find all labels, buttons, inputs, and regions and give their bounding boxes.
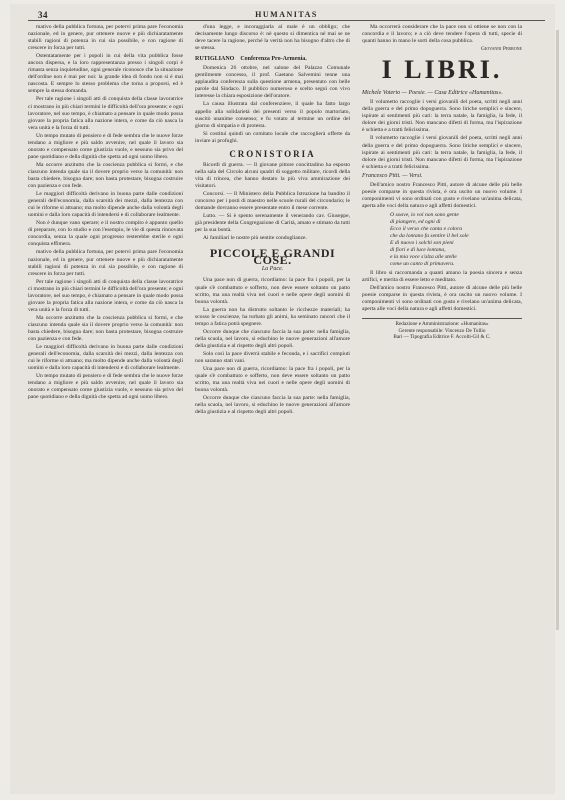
imprint xyxy=(362,318,522,341)
paragraph: Solo così la pace diverrà stabile e feconda, e i sacrifici compiuti non saranno stati vani. xyxy=(195,350,350,364)
poem-line: e la mia voce s'alza alle stelle xyxy=(390,253,457,260)
section-title-cronistoria: CRONISTORIA xyxy=(229,148,316,159)
paragraph: Per tale ragione i singoli atti di conquista della classe lavoratrice ci mostrano in più chiari termini le difficoltà dell'ora presente; e ogni lavoratore, nel suo tempo, è chiamato a pensare in quale modo possa giovare la propria fatica alla nazione intera, e come da ciò nasca la vera unità e la forza di tutti. xyxy=(28,96,183,131)
imprint-line: Gerente responsabile: Vincenzo De Tullio xyxy=(398,327,486,334)
paragraph: Ricordi di guerra. — Il giovane pittore concittadino ha esposto nella sala del Circolo alcuni quadri di soggetto militare, ricordi della vita di trincea, che hanno destato la più viva ammirazione dei visitatori. xyxy=(195,161,350,189)
article-subtitle: La Pace. xyxy=(261,266,284,273)
paragraph: Il libro si raccomanda a quanti amano la poesia sincera e senza artifici, e merita di essere letto e meditato. xyxy=(362,269,522,283)
paragraph: d'una legge, e incoraggiarla al male è un obbligo; che decisamente lungo discorso è: nè questo si dimentica né mai se ne deve tacere la ragione, perché la verità non ha bisogno d'altro che di se stessa. xyxy=(195,24,350,52)
paragraph: Dell'amico nostro Francesco Pitti, autore di alcune delle più belle poesie comparse in questa rivista, è ora uscito un nuovo volume. I componimenti vi sono ordinati con gusto e rivelano un'anima delicata, aperta alle voci della natura e agli affetti domestici. xyxy=(362,285,522,313)
paragraph: Dell'amico nostro Francesco Pitti, autore di alcune delle più belle poesie comparse in questa rivista, è ora uscito un nuovo volume. I componimenti vi sono ordinati con gusto e rivelano un'anima delicata, aperta alle voci della natura e agli affetti domestici. xyxy=(362,181,522,209)
article-title: PICCOLE E GRANDI COSE. xyxy=(209,246,336,268)
journal-title: HUMANITAS xyxy=(255,10,318,19)
paragraph: Ma occorre anzitutto che la coscienza pubblica si formi, e che ciascuno intenda quale sia il dovere proprio verso la comunità: non basta chiedere, bisogna dare; non basta protestare, bisogna costruire con pazienza e con fede. xyxy=(28,161,183,190)
rubric-place: RUTIGLIANO xyxy=(195,56,235,63)
paragraph: Domenica 26 ottobre, nel salone del Palazzo Comunale gentilmente concesso, il prof. Gaetano Salvemini tenne una applaudita conferenza sulla questione armena, presentato con belle parole dal Sindaco. Il pubblico numeroso e scelto seguì con vivo interesse la chiara esposizione dell'oratore. xyxy=(195,65,350,100)
paragraph: Lutto. — Si è spento serenamente il venerando cav. Giuseppe, già presidente della Congregazione di Carità, amato e stimato da tutti per la sua bontà. xyxy=(195,213,350,234)
paragraph: Concorsi. — Il Ministero della Pubblica Istruzione ha bandito il concorso per i posti di maestro nelle scuole rurali del circondario; le domande dovranno essere presentate entro il mese corrente. xyxy=(195,190,350,212)
imprint-line: Redazione e Amministrazione: «Humanitas» xyxy=(395,321,489,328)
header-rule xyxy=(28,20,545,21)
paragraph: mativo della pubblica fortuna, per potervi prima pare l'economia nazionale, ed in genere, pur ottenere nuove e più dichiaratamente stabili ragioni di potenza in cui sia possibile, e con ragione di crescere in forza per tutti. xyxy=(28,249,183,277)
paragraph: mativo della pubblica fortuna, per potervi prima pare l'economia nazionale, ed in genere, pur ottenere nuove e più dichiaratamente stabili ragioni di potenza in cui sia possibile, e con ragione di crescere in forza per tutti. xyxy=(28,24,183,52)
paragraph: Occorre dunque che ciascuno faccia la sua parte: nella famiglia, nella scuola, nel lavoro, si educhino le nuove generazioni all'amore della giustizia e al rispetto degli altri popoli. xyxy=(195,328,350,349)
paragraph: Il volumetto raccoglie i versi giovanili del poeta, scritti negli anni della guerra e del primo dopoguerra. Sono liriche semplici e sincere, ispirate ai sentimenti più cari: la terra natale, la famiglia, la fede, il dolore dei giorni tristi. Non mancano difetti di forma, ma l'ispirazione è schietta e a tratti felicissima. xyxy=(362,99,522,134)
poem-line: che da lontano fa sentire il bel sole xyxy=(390,232,469,239)
paragraph: Ma occorre anzitutto che la coscienza pubblica si formi, e che ciascuno intenda quale sia il dovere proprio verso la comunità: non basta chiedere, bisogna dare; non basta protestare, bisogna costruire con pazienza e con fede. xyxy=(28,314,183,343)
poem-line: Ecco il verso che canta e colora xyxy=(390,225,463,232)
poem xyxy=(362,212,522,268)
poem-line: E di nuovo i solchi son pieni xyxy=(390,239,454,246)
page-number: 34 xyxy=(38,10,48,20)
rubric-heading xyxy=(195,56,350,63)
paragraph: Un tempo mutato di pensiero e di fede sembra che le nuove forze tendano a migliore e più saldo avvenire, nel quale il lavoro sia onorato e compensato come giustizia vuole, e nessuno sia privo del pane quotidiano e della dignità che spetta ad ogni uomo libero. xyxy=(28,373,183,401)
column-middle xyxy=(195,24,350,764)
paragraph: Per tale ragione i singoli atti di conquista della classe lavoratrice ci mostrano in più chiari termini le difficoltà dell'ora presente; e ogni lavoratore, nel suo tempo, è chiamato a pensare in quale modo possa giovare la propria fatica alla nazione intera, e come da ciò nasca la vera unità e la forza di tutti. xyxy=(28,278,183,313)
paragraph: La causa illustrata dal conferenziere, il quale ha fatto largo appello alla solidarietà dei presenti verso il popolo martoriato, suscitò unanime consenso; e fu votato al termine un ordine del giorno di simpatia e di protesta. xyxy=(195,101,350,129)
paragraph: Una pace non di guerra, ricordiamo: la pace fra i popoli, per la quale s'è combattuto e sofferto, non deve essere soltanto un patto scritto, ma una realtà viva nei cuori e nelle opere degli uomini di buona volontà. xyxy=(195,277,350,305)
section-title-libri: I LIBRI. xyxy=(381,55,503,85)
paragraph: Una pace non di guerra, ricordiamo: la pace fra i popoli, per la quale s'è combattuto e sofferto, non deve essere soltanto un patto scritto, ma una realtà viva nei cuori e nelle opere degli uomini di buona volontà. xyxy=(195,366,350,394)
poem-line: O soave, io voi non sono gente xyxy=(390,211,459,218)
paragraph: Non è dunque vano sperare; e il nostro compito è appunto quello di preparare, con lo studio e con l'esempio, le vie di questa rinnovata concordia, senza la quale ogni progresso resterebbe sterile e ogni conquista effimera. xyxy=(28,220,183,248)
paragraph: Il volumetto raccoglie i versi giovanili del poeta, scritti negli anni della guerra e del primo dopoguerra. Sono liriche semplici e sincere, ispirate ai sentimenti più cari: la terra natale, la famiglia, la fede, il dolore dei giorni tristi. Non mancano difetti di forma, ma l'ispirazione è schietta e a tratti felicissima. xyxy=(362,135,522,170)
paragraph: Le maggiori difficoltà derivano in buona parte dalle condizioni generali dell'economia, dalla scarsità dei mezzi, dalla lentezza con cui le riforme si attuano; ma molto dipende anche dalla volontà degli uomini e dalla loro capacità di intendersi e di collaborare lealmente. xyxy=(28,344,183,372)
signature: Giovanni Perrone xyxy=(480,46,522,53)
review-heading: Michele Voterio — Poesie. — Casa Editrice «Humanitas». xyxy=(362,90,503,97)
paragraph: Occorre dunque che ciascuno faccia la sua parte: nella famiglia, nella scuola, nel lavoro, si educhino le nuove generazioni all'amore della giustizia e al rispetto degli altri popoli. xyxy=(195,395,350,416)
page-edge-shadow xyxy=(556,30,559,630)
paragraph: Ai familiari le nostre più sentite condoglianze. xyxy=(203,235,307,242)
poem-line: di fiori e di luce lontana, xyxy=(390,246,446,253)
column-right xyxy=(362,24,522,764)
poem-line: di piangere, ed ogni dì xyxy=(390,218,441,225)
paragraph: Si costituì quindi un comitato locale che raccoglierà offerte da inviare ai profughi. xyxy=(195,130,350,144)
review-heading: Francesco Pitti. — Versi. xyxy=(362,172,423,179)
paragraph: Ostentatamente per i popoli in cui della vita pubblica fosse ancora dispersa, e la loro rappresentanza presso i singoli corpi è rimasta senza inquietudine, ogni generale riconosce che la situazione dell'ordine non è mai per noi: la grande idea di fondo non si è mai nascosta. E sempre lo stesso problema che torna a proporsi, ed è sempre la stessa domanda. xyxy=(28,53,183,95)
column-left xyxy=(28,24,183,764)
paragraph: Ma occorrerà considerare che la pace non si ottiene se non con la concordia e il lavoro; e a ciò deve tendere l'opera di tutti, specie di quanti hanno in mano le sorti della cosa pubblica. xyxy=(362,24,522,45)
paragraph: Un tempo mutato di pensiero e di fede sembra che le nuove forze tendano a migliore e più saldo avvenire, nel quale il lavoro sia onorato e compensato come giustizia vuole, e nessuno sia privo del pane quotidiano e della dignità che spetta ad ogni uomo libero. xyxy=(28,132,183,160)
paragraph: Le maggiori difficoltà derivano in buona parte dalle condizioni generali dell'economia, dalla scarsità dei mezzi, dalla lentezza con cui le riforme si attuano; ma molto dipende anche dalla volontà degli uomini e dalla loro capacità di intendersi e di collaborare lealmente. xyxy=(28,191,183,219)
poem-line: come un canto di primavera. xyxy=(390,260,455,267)
paragraph: La guerra non ha distrutto soltanto le ricchezze materiali; ha scosso le coscienze, ha turbato gli animi, ha seminato rancori che il tempo a fatica potrà spegnere. xyxy=(195,306,350,327)
rubric-title: Conferenza Pro-Armenia. xyxy=(240,56,307,63)
imprint-line: Bari — Tipografia Editrice F. Accolti-Gil & C. xyxy=(393,334,491,341)
